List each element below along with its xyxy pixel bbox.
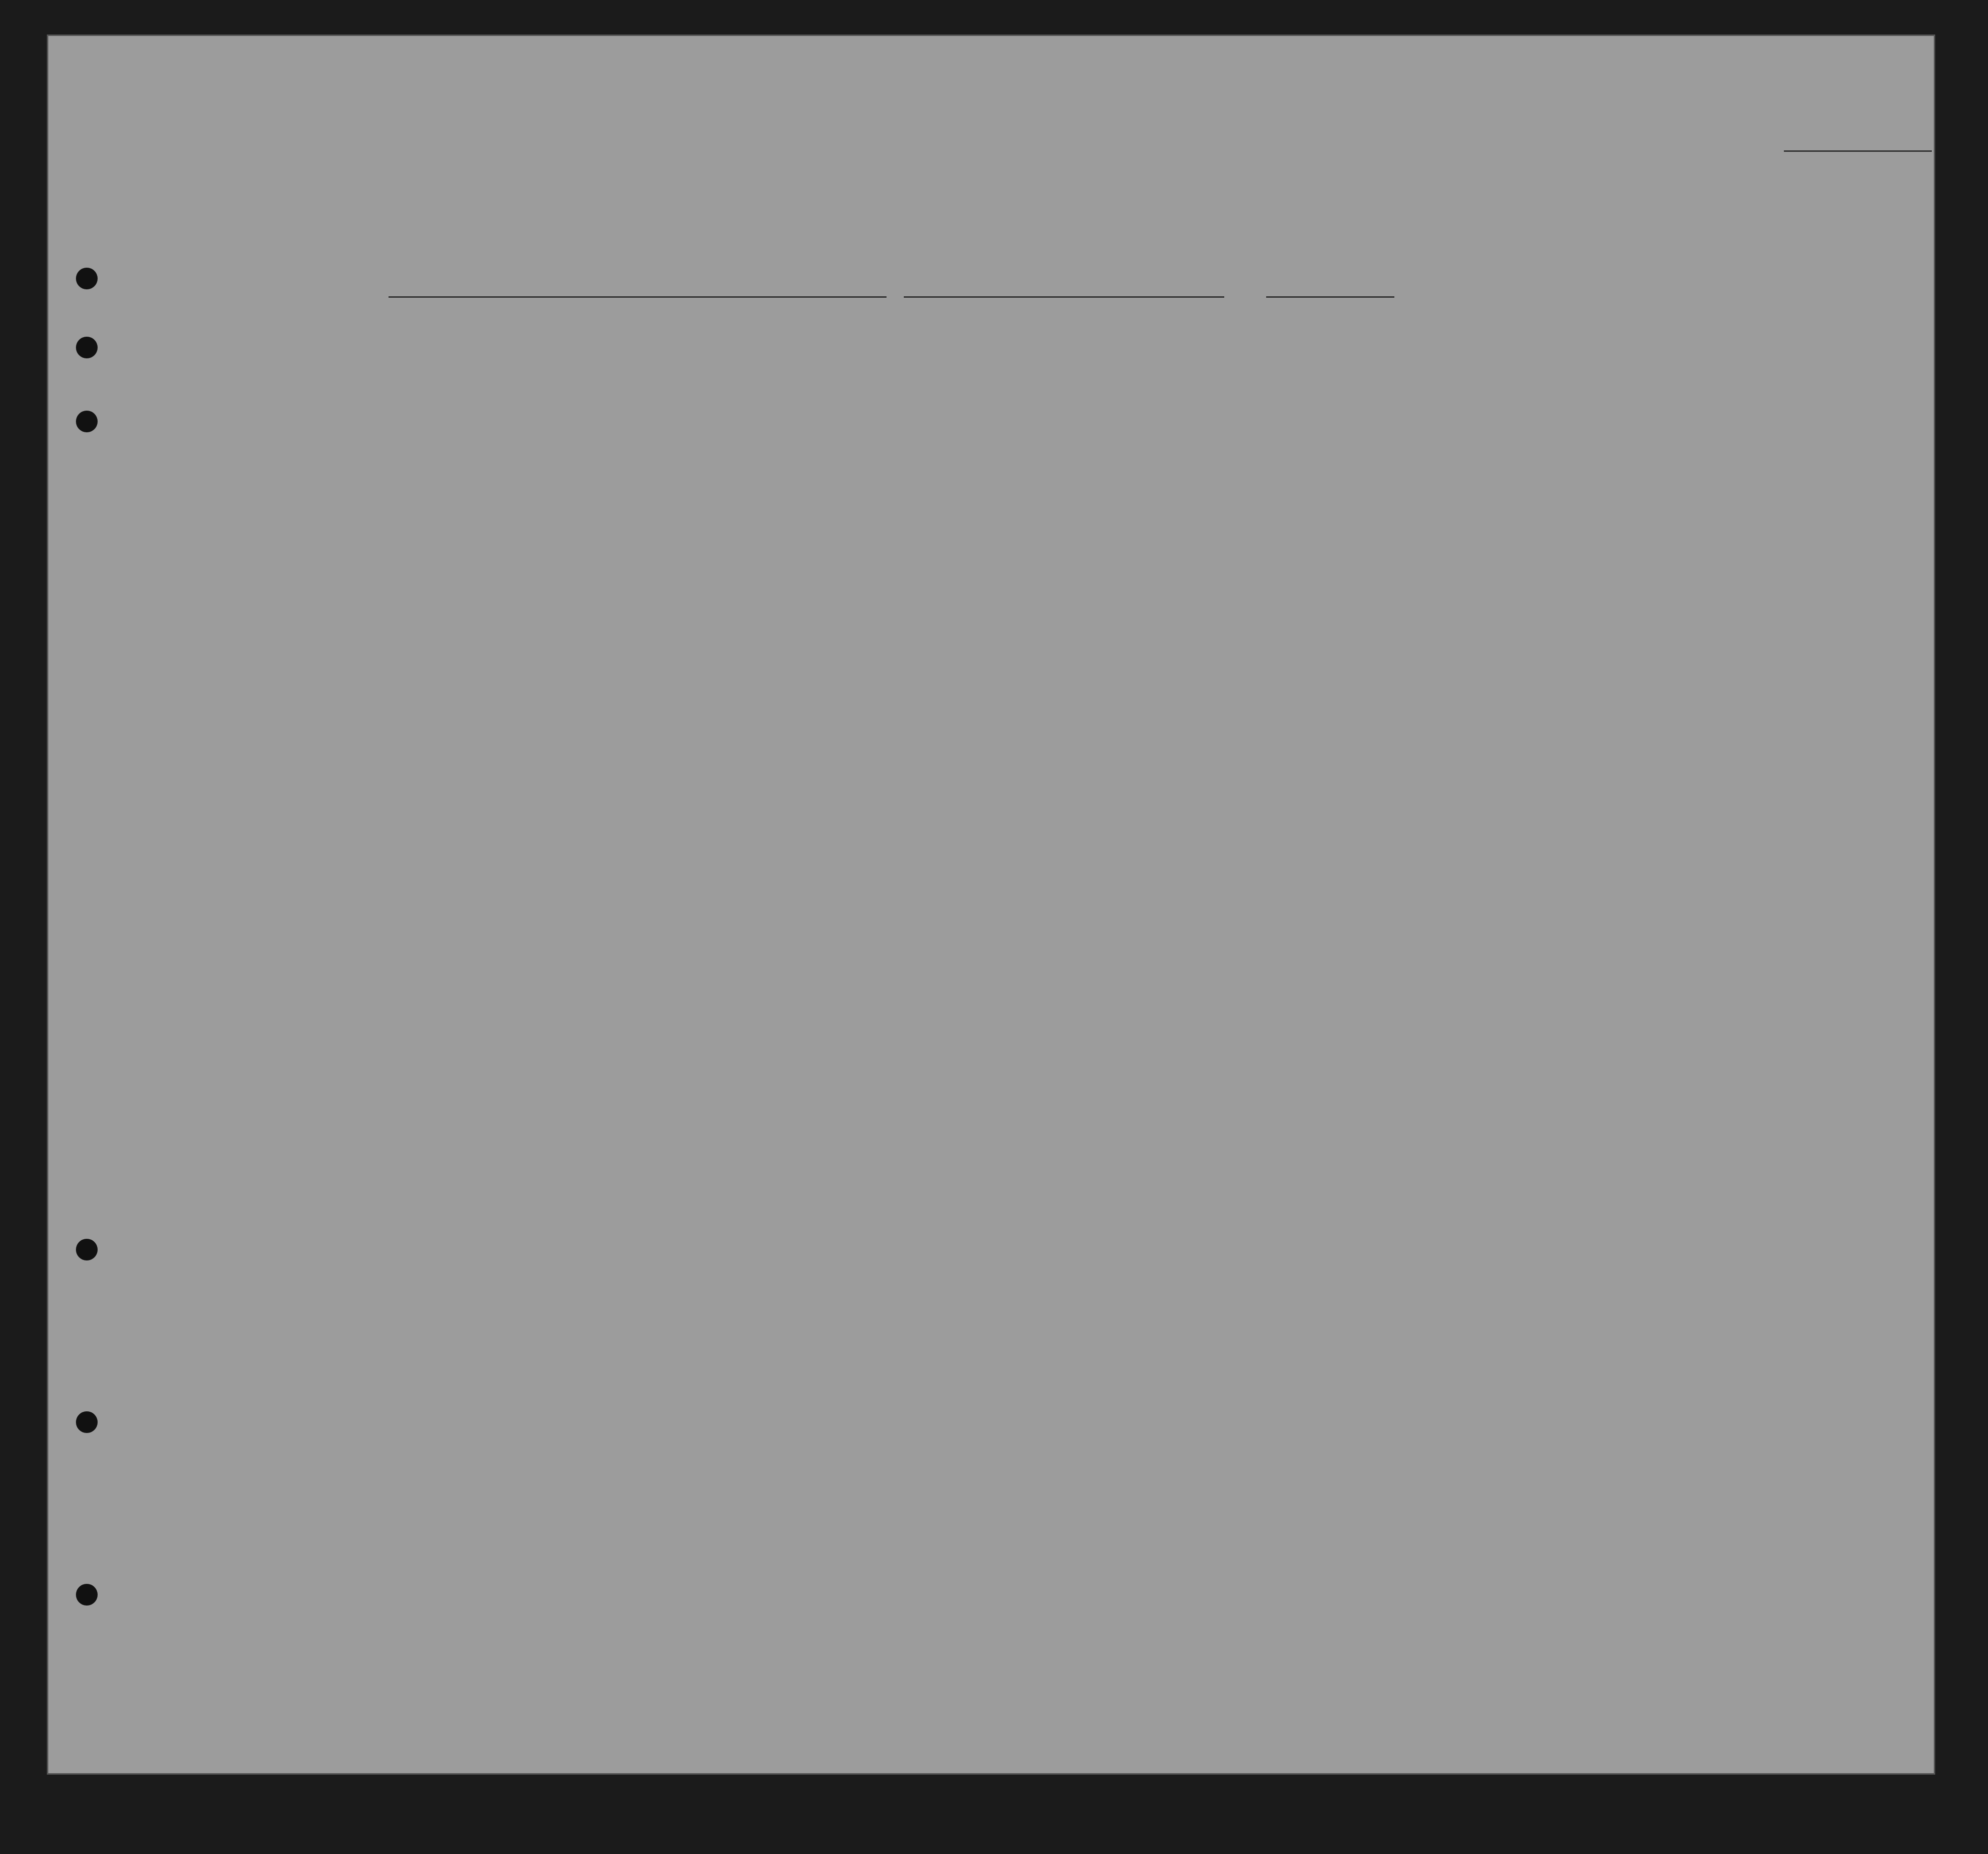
manifest-sheet xyxy=(47,35,1935,1775)
form-grid xyxy=(48,36,1935,1775)
